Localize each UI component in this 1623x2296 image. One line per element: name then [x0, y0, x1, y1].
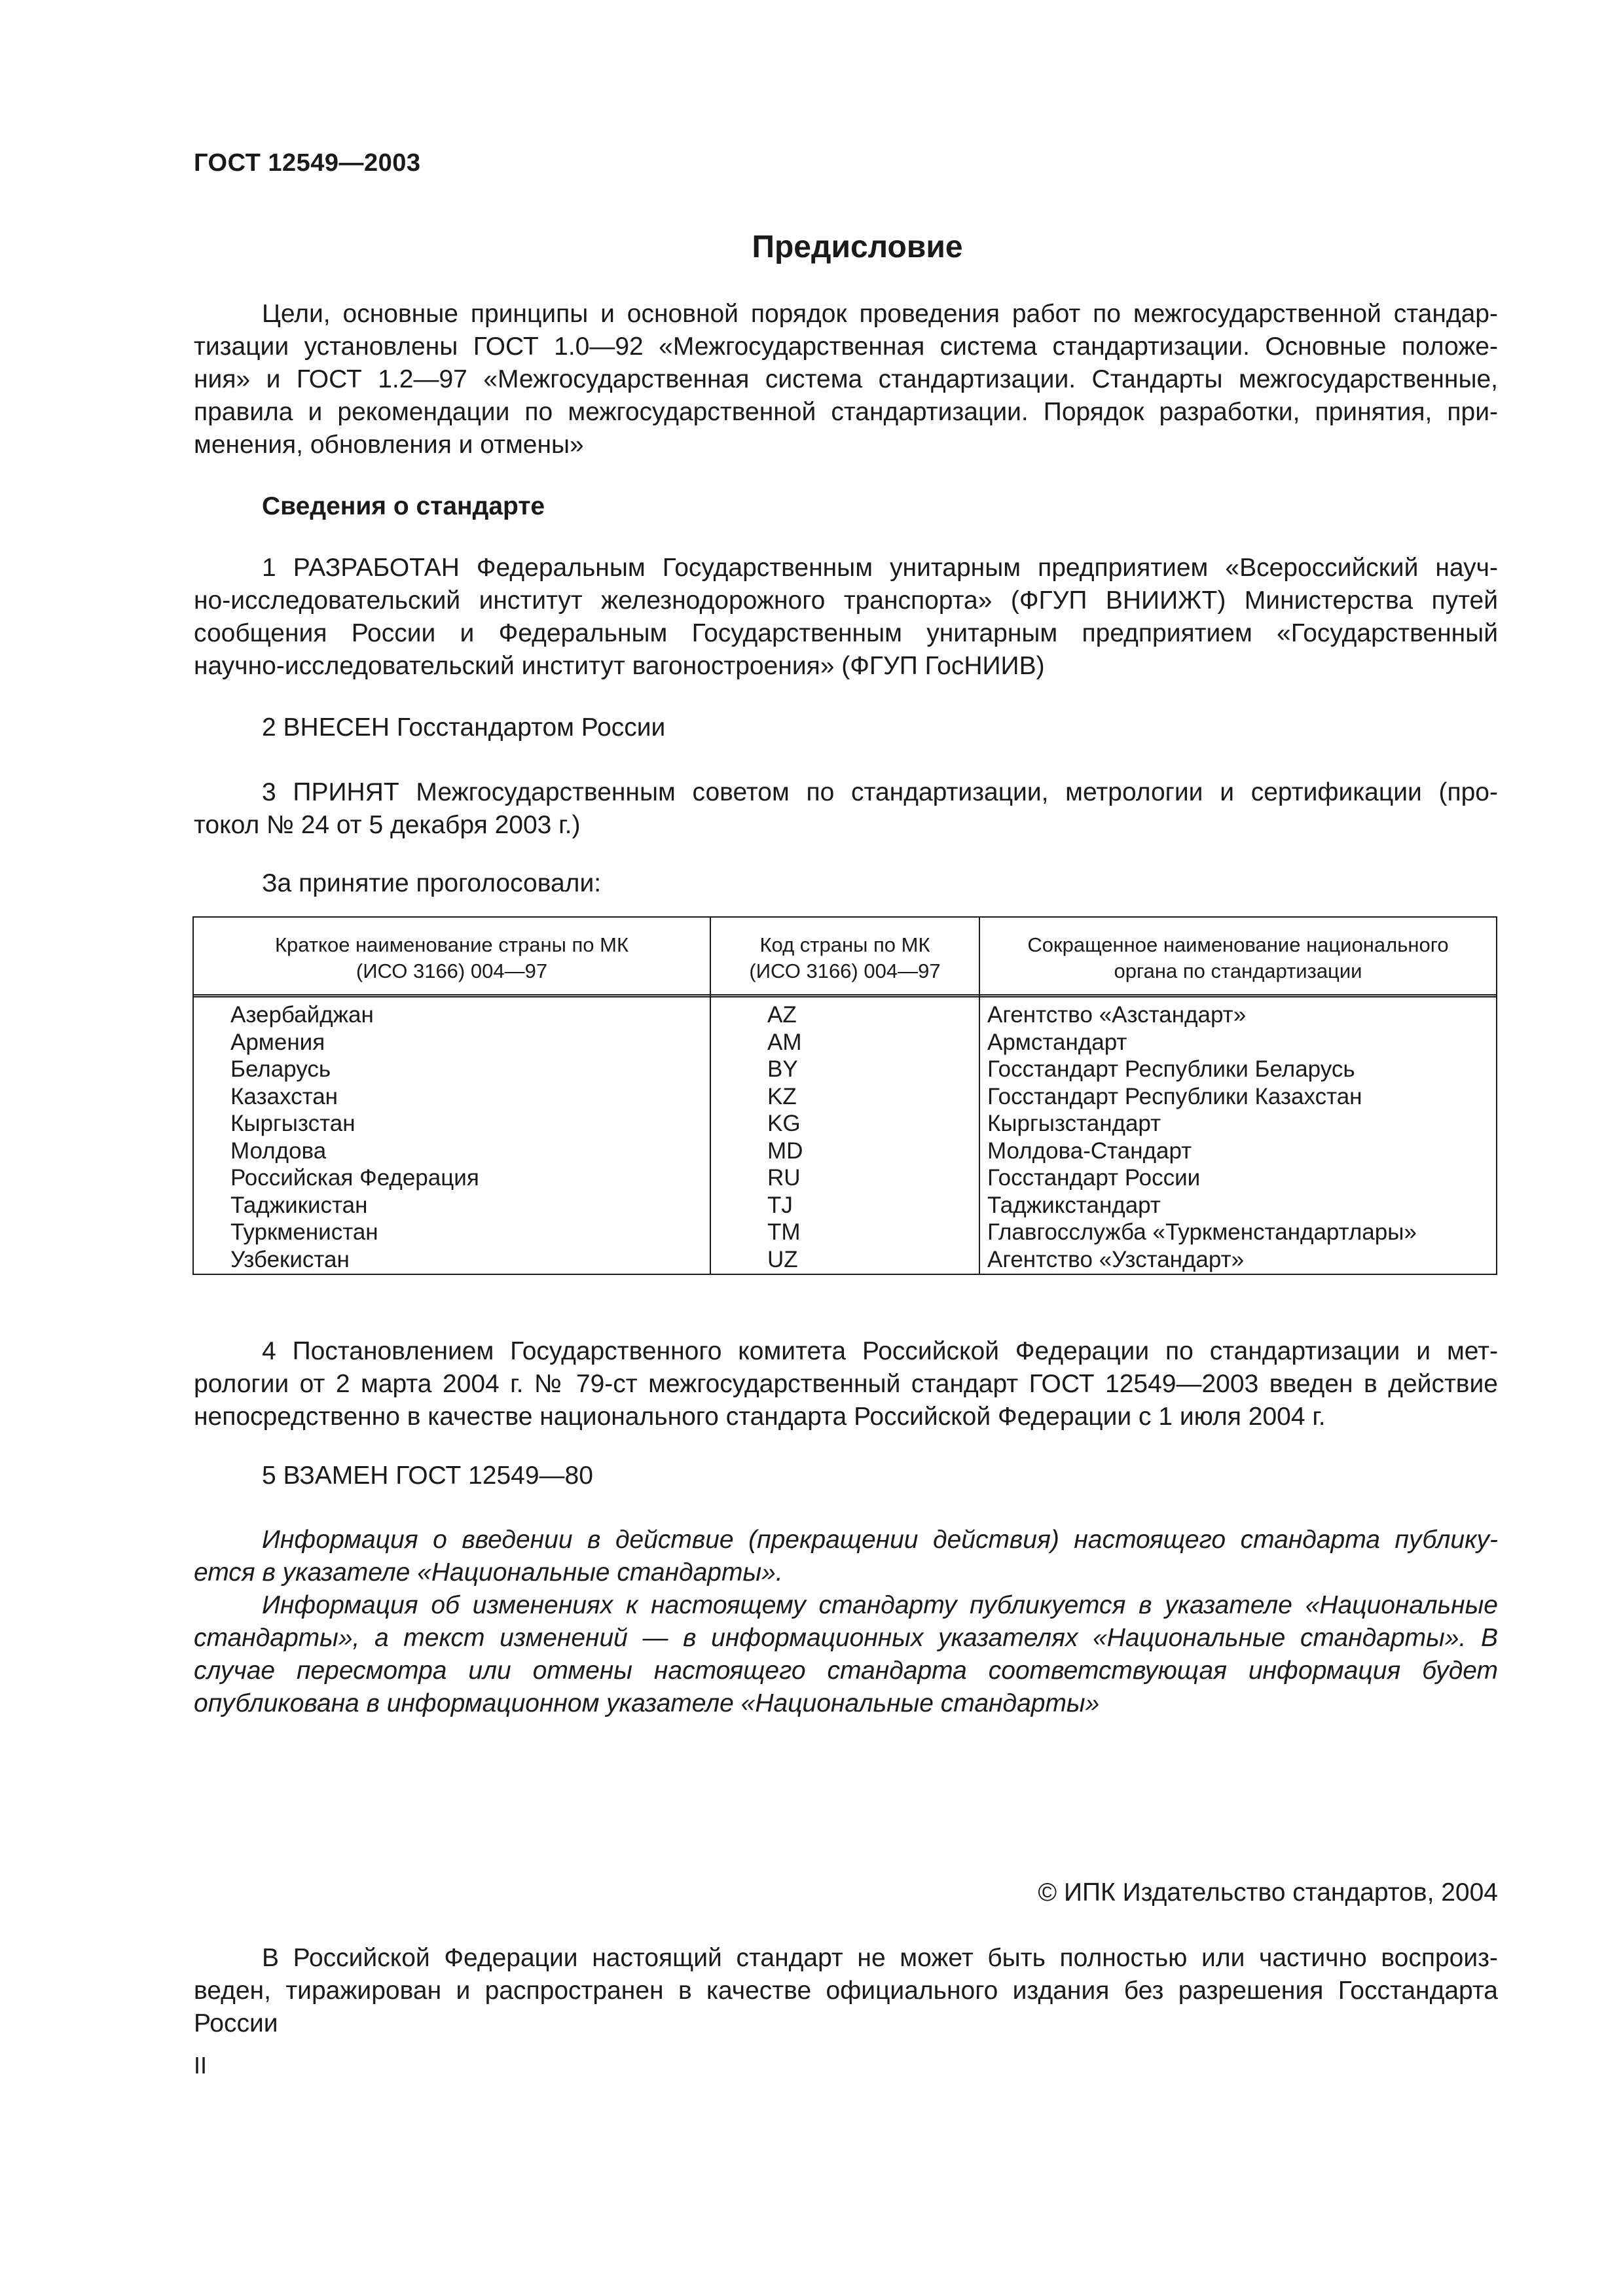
item-3-paragraph: [194, 776, 1498, 842]
header-country-code: Код страны по МК (ИСО 3166) 004—97: [749, 933, 941, 982]
code-cell: TJ: [767, 1192, 793, 1218]
table-row: [194, 1083, 1496, 1111]
country-cell: Казахстан: [230, 1083, 338, 1109]
country-cell: Российская Федерация: [230, 1165, 479, 1191]
item-1-line: но-исследовательский институт железнодорожного транспорта» (ФГУП ВНИИЖТ) Министерства путей: [194, 586, 1498, 615]
intro-line: ния» и ГОСТ 1.2—97 «Межгосударственная система стандартизации. Стандарты межгосударственные,: [194, 365, 1498, 393]
item-2: 2 ВНЕСЕН Госстандартом России: [262, 713, 666, 742]
code-cell: TM: [767, 1219, 801, 1245]
country-cell: Кыргызстан: [230, 1111, 356, 1136]
info-heading: Сведения о стандарте: [262, 492, 545, 520]
intro-paragraph: [194, 298, 1498, 461]
voting-table: [192, 916, 1497, 1275]
item-4-line: рологии от 2 марта 2004 г. № 79-ст межгосударственный стандарт ГОСТ 12549—2003 введен в действие: [194, 1370, 1498, 1398]
body-cell: Молдова-Стандарт: [987, 1138, 1192, 1164]
country-cell: Азербайджан: [230, 1002, 374, 1028]
header-national-body: Сокращенное наименование национального органа по стандартизации: [1027, 933, 1449, 982]
item-1-line: 1 РАЗРАБОТАН Федеральным Государственным унитарным предприятием «Всероссийский науч-: [262, 554, 1498, 582]
rights-line: В Российской Федерации настоящий стандарт не может быть полностью или частично воспроиз-: [262, 1944, 1498, 1972]
item-3-line: токол № 24 от 5 декабря 2003 г.): [194, 811, 581, 839]
country-cell: Беларусь: [230, 1056, 331, 1082]
item-4-paragraph: [194, 1335, 1498, 1433]
table-row: [194, 1110, 1496, 1138]
item-1-line: сообщения России и Федеральным Государственным унитарным предприятием «Государственный: [194, 619, 1498, 647]
country-cell: Армения: [230, 1029, 325, 1055]
code-cell: RU: [767, 1165, 801, 1191]
body-cell: Агентство «Узстандарт»: [987, 1246, 1245, 1272]
item-1-line: научно-исследовательский институт вагоностроения» (ФГУП ГосНИИВ): [194, 652, 1045, 680]
code-cell: AZ: [767, 1002, 797, 1028]
code-cell: BY: [767, 1056, 798, 1082]
table-row: [194, 1164, 1496, 1192]
country-cell: Молдова: [230, 1138, 327, 1164]
code-cell: MD: [767, 1138, 803, 1164]
intro-line: тизации установлены ГОСТ 1.0—92 «Межгосударственная система стандартизации. Основные положе-: [194, 332, 1498, 361]
notice-line: ется в указателе «Национальные стандарты».: [194, 1558, 783, 1587]
item-3-line: 3 ПРИНЯТ Межгосударственным советом по стандартизации, метрологии и сертификации (про-: [262, 778, 1498, 806]
country-cell: Узбекистан: [230, 1246, 350, 1272]
table-row: [194, 1029, 1496, 1056]
table-row: [194, 1001, 1496, 1029]
intro-line: менения, обновления и отмены»: [194, 431, 584, 459]
notice-line: Информация о введении в действие (прекращении действия) настоящего стандарта публику-: [262, 1526, 1498, 1554]
body-cell: Госстандарт Республики Казахстан: [987, 1083, 1362, 1109]
item-4-line: 4 Постановлением Государственного комитета Российской Федерации по стандартизации и мет-: [262, 1337, 1498, 1365]
page-title: Предисловие: [752, 230, 963, 264]
standard-code: ГОСТ 12549—2003: [194, 149, 421, 177]
intro-line: Цели, основные принципы и основной порядок проведения работ по межгосударственной стандар-: [262, 300, 1498, 328]
table-row: [194, 1192, 1496, 1219]
voted-label: За принятие проголосовали:: [262, 869, 602, 897]
table-body: [194, 1001, 1496, 1273]
notice-line: стандарты», а текст изменений — в информационных указателях «Национальные стандарты». В: [194, 1624, 1498, 1652]
body-cell: Таджикстандарт: [987, 1192, 1161, 1218]
header-country-name: Краткое наименование страны по МК (ИСО 3166) 004—97: [274, 933, 629, 982]
body-cell: Армстандарт: [987, 1029, 1127, 1055]
table-row: [194, 1138, 1496, 1165]
body-cell: Агентство «Азстандарт»: [987, 1002, 1247, 1028]
notice-line: Информация об изменениях к настоящему стандарту публикуется в указателе «Национальные: [262, 1591, 1498, 1619]
notice-line: случае пересмотра или отмены настоящего стандарта соответствующая информация будет: [194, 1657, 1498, 1685]
intro-line: правила и рекомендации по межгосударственной стандартизации. Порядок разработки, принятия, при-: [194, 398, 1498, 426]
table-row: [194, 1056, 1496, 1083]
page-number: II: [194, 2052, 208, 2079]
item-5: 5 ВЗАМЕН ГОСТ 12549—80: [262, 1462, 593, 1490]
country-cell: Таджикистан: [230, 1192, 368, 1218]
rights-paragraph: [194, 1942, 1498, 2040]
country-cell: Туркменистан: [230, 1219, 378, 1245]
body-cell: Госстандарт Республики Беларусь: [987, 1056, 1355, 1082]
code-cell: KG: [767, 1111, 801, 1136]
body-cell: Главгосслужба «Туркменстандартлары»: [987, 1219, 1417, 1245]
copyright-notice: © ИПК Издательство стандартов, 2004: [1038, 1878, 1498, 1907]
code-cell: KZ: [767, 1083, 797, 1109]
item-1-paragraph: [194, 552, 1498, 683]
body-cell: Госстандарт России: [987, 1165, 1201, 1191]
code-cell: AM: [767, 1029, 802, 1055]
table-row: [194, 1219, 1496, 1246]
rights-line: веден, тиражирован и распространен в качестве официального издания без разрешения Госстандарта: [194, 1977, 1498, 2005]
table-row: [194, 1246, 1496, 1274]
notice-paragraph: [194, 1524, 1498, 1720]
rights-line: России: [194, 2009, 278, 2037]
item-4-line: непосредственно в качестве национального стандарта Российской Федерации с 1 июля 2004 г.: [194, 1403, 1326, 1431]
code-cell: UZ: [767, 1246, 798, 1272]
body-cell: Кыргызстандарт: [987, 1111, 1161, 1136]
notice-line: опубликована в информационном указателе «Национальные стандарты»: [194, 1689, 1100, 1717]
